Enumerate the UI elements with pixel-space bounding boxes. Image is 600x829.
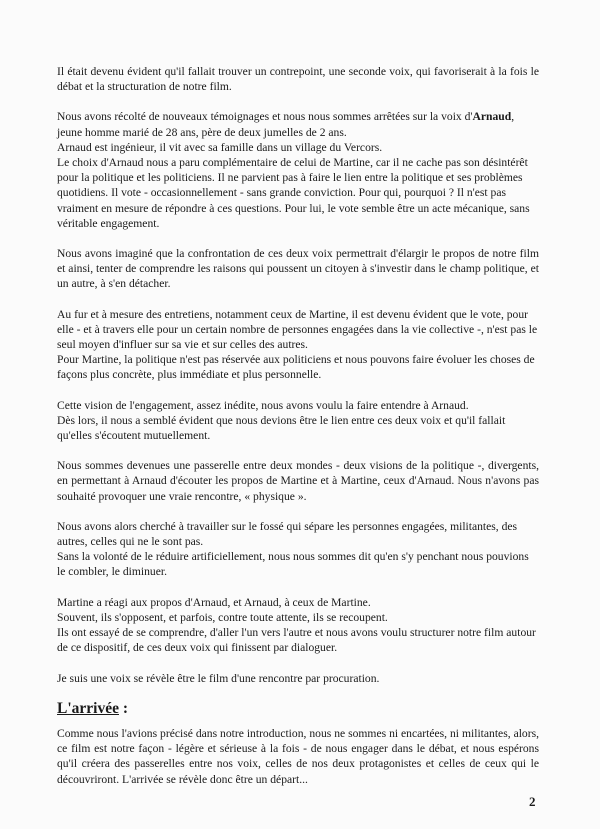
section-heading [57,701,539,716]
paragraph-5 [57,398,539,444]
paragraph-9: Je suis une voix se révèle être le film d'une rencontre par procuration. [57,671,380,685]
paragraph-6: Nous sommes devenues une passerelle entre deux mondes - deux visions de la politique -, divergents, en permettant à Arnaud d'écouter les propos de Martine et à Martine, ceux d'Arnaud. Nous n'avons pas souhaité provoquer une vraie rencontre, « physique ». [57,459,539,503]
body-text [57,64,539,787]
paragraph-2-line-1 [57,109,539,139]
paragraph-2-line-2: Arnaud est ingénieur, il vit avec sa famille dans un village du Vercors. [57,140,383,154]
paragraph-4-a: Au fur et à mesure des entretiens, notamment ceux de Martine, il est devenu évident que le vote, pour elle - et à travers elle pour un certain nombre de personnes engagées dans la vie collective -, n'est pas le seul moyen d'influer sur sa vie et sur celles des autres. [57,307,538,352]
paragraph-3: Nous avons imaginé que la confrontation de ces deux voix permettrait d'élargir le propos de notre film et ainsi, tenter de comprendre les raisons qui poussent un citoyen à s'investir dans le champ politique, et un autre, à s'en détacher. [57,247,539,291]
page-number: 2 [529,794,536,809]
paragraph-8-c: Ils ont essayé de se comprendre, d'aller l'un vers l'autre et nous avons voulu structurer notre film autour de ce dispositif, de ces deux voix qui finissent par dialoguer. [57,626,536,655]
paragraph-10: Comme nous l'avions précisé dans notre introduction, nous ne sommes ni encartées, ni militantes, alors, ce film est notre façon - légère et sérieuse à la fois - de nous engager dans le débat, et nous espérons qu'il créera des passerelles entre nos voix, celles de nos deux protagonistes et celles de ceux qui le découvriront. L'arrivée se révèle donc être un départ... [57,726,539,786]
paragraph-8-a: Martine a réagi aux propos d'Arnaud, et Arnaud, à ceux de Martine. [57,595,371,609]
paragraph-4-b: Pour Martine, la politique n'est pas réservée aux politiciens et nous pouvons faire évoluer les choses de façons plus concrète, plus immédiate et plus personnelle. [57,353,535,382]
name-arnaud: Arnaud [472,110,512,124]
paragraph-7 [57,519,539,580]
heading-text: L'arrivée [57,699,119,717]
text-fragment: Nous avons récolté de nouveaux témoignages et nous nous sommes arrêtées sur la voix d' [57,110,473,124]
paragraph-8 [57,595,539,656]
text-fragment: , jeune homme marié de 28 ans, père de deux jumelles de 2 ans. [57,110,515,139]
paragraph-4 [57,307,539,383]
paragraph-8-b: Souvent, ils s'opposent, et parfois, contre toute attente, ils se recoupent. [57,610,388,624]
paragraph-1: Il était devenu évident qu'il fallait trouver un contrepoint, une seconde voix, qui favoriserait à la fois le débat et la structuration de notre film. [57,65,539,94]
paragraph-7-b: Sans la volonté de le réduire artificiellement, nous nous sommes dit qu'en s'y penchant nous pouvions le combler, le diminuer. [57,550,529,579]
paragraph-2-line-3: Le choix d'Arnaud nous a paru complémentaire de celui de Martine, car il ne cache pas son désintérêt pour la politique et les politiciens. Il ne parvient pas à faire le lien entre la politique et ses problèmes quotidiens. Il vote - occasionnellement - sans grande conviction. Pour qui, pourquoi ? Il n'est pas vraiment en mesure de répondre à ces questions. Pour lui, le vote semble être un acte mécanique, sans véritable engagement. [57,156,530,230]
paragraph-2 [57,109,539,231]
paragraph-5-b: Dès lors, il nous a semblé évident que nous devions être le lien entre ces deux voix et qu'il fallait qu'elles s'écoutent mutuellement. [57,413,506,443]
paragraph-5-a: Cette vision de l'engagement, assez inédite, nous avons voulu la faire entendre à Arnaud. [57,398,469,412]
paragraph-7-a: Nous avons alors cherché à travailler sur le fossé qui sépare les personnes engagées, militantes, des autres, celles qui ne le sont pas. [57,519,518,549]
heading-colon: : [118,699,129,717]
